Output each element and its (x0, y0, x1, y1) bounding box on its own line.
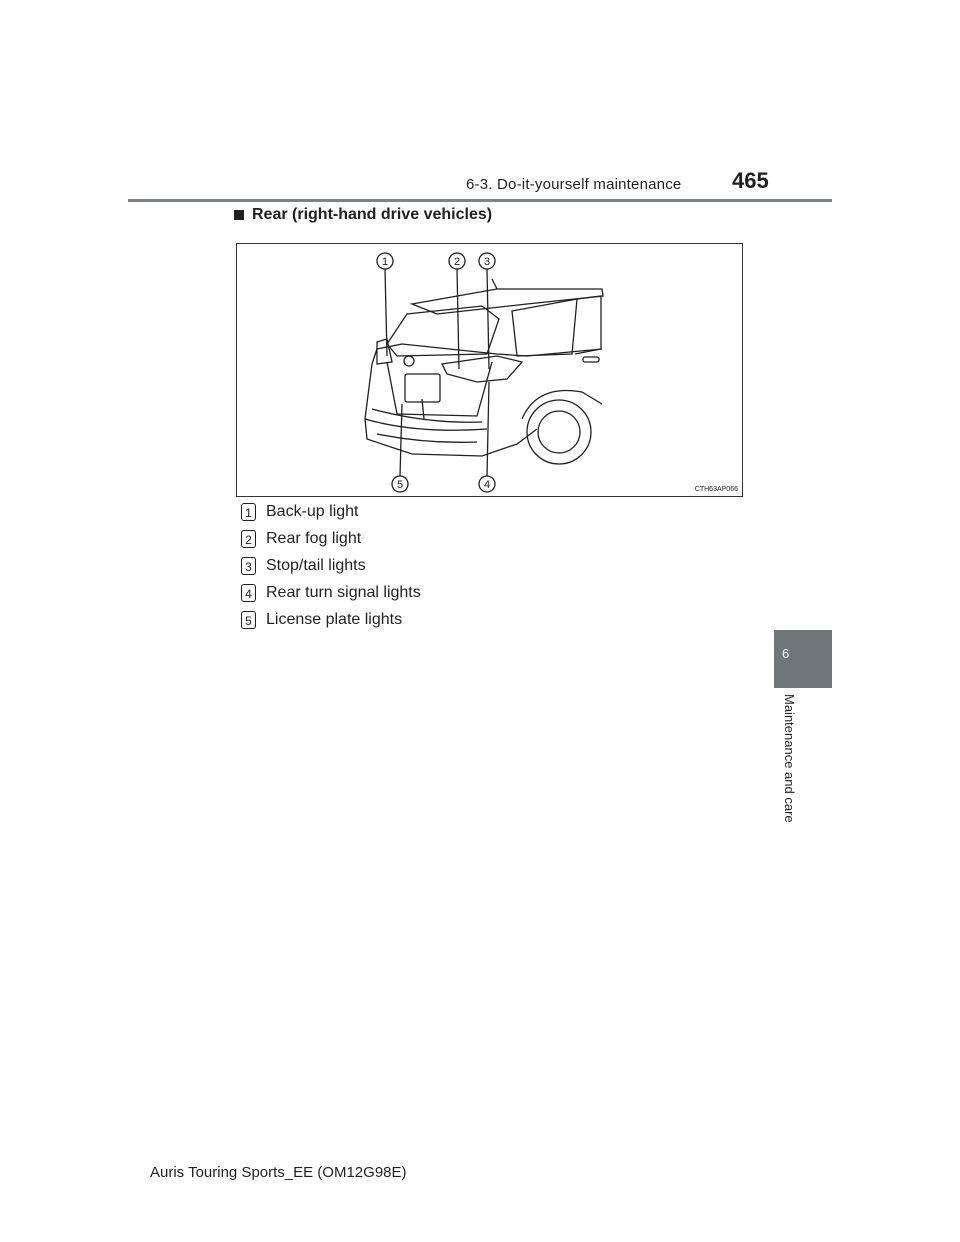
callout-2-label: 2 (453, 256, 461, 268)
list-item (241, 498, 421, 525)
page-number: 465 (732, 168, 769, 193)
item-number: 4 (241, 584, 256, 602)
item-label: Stop/tail lights (266, 556, 366, 574)
callout-5-label: 5 (396, 479, 404, 491)
figure-code: CTH63AP066 (694, 486, 738, 493)
header-divider (128, 199, 832, 202)
callout-4-label: 4 (483, 479, 491, 491)
callout-1-label: 1 (381, 256, 389, 268)
item-label: License plate lights (266, 610, 403, 628)
list-item (241, 606, 421, 633)
list-item (241, 552, 421, 579)
item-label: Rear turn signal lights (266, 583, 421, 601)
item-number: 2 (241, 530, 256, 548)
chapter-tab-number: 6 (782, 646, 790, 661)
header-section-title: 6-3. Do-it-yourself maintenance (466, 176, 682, 193)
item-number: 3 (241, 557, 256, 575)
callout-3-label: 3 (483, 256, 491, 268)
section-heading-text: Rear (right-hand drive vehicles) (252, 206, 493, 223)
section-heading (234, 206, 492, 224)
list-item (241, 525, 421, 552)
item-label: Rear fog light (266, 529, 362, 547)
item-label: Back-up light (266, 502, 359, 520)
callout-legend (241, 498, 421, 633)
car-rear-illustration (236, 243, 743, 497)
list-item (241, 579, 421, 606)
item-number: 5 (241, 611, 256, 629)
item-number: 1 (241, 503, 256, 521)
bullet-square-icon (234, 210, 244, 220)
car-rear-drawing (237, 244, 742, 496)
footer-doc-id: Auris Touring Sports_EE (OM12G98E) (150, 1164, 407, 1181)
chapter-tab-label: Maintenance and care (782, 694, 797, 823)
